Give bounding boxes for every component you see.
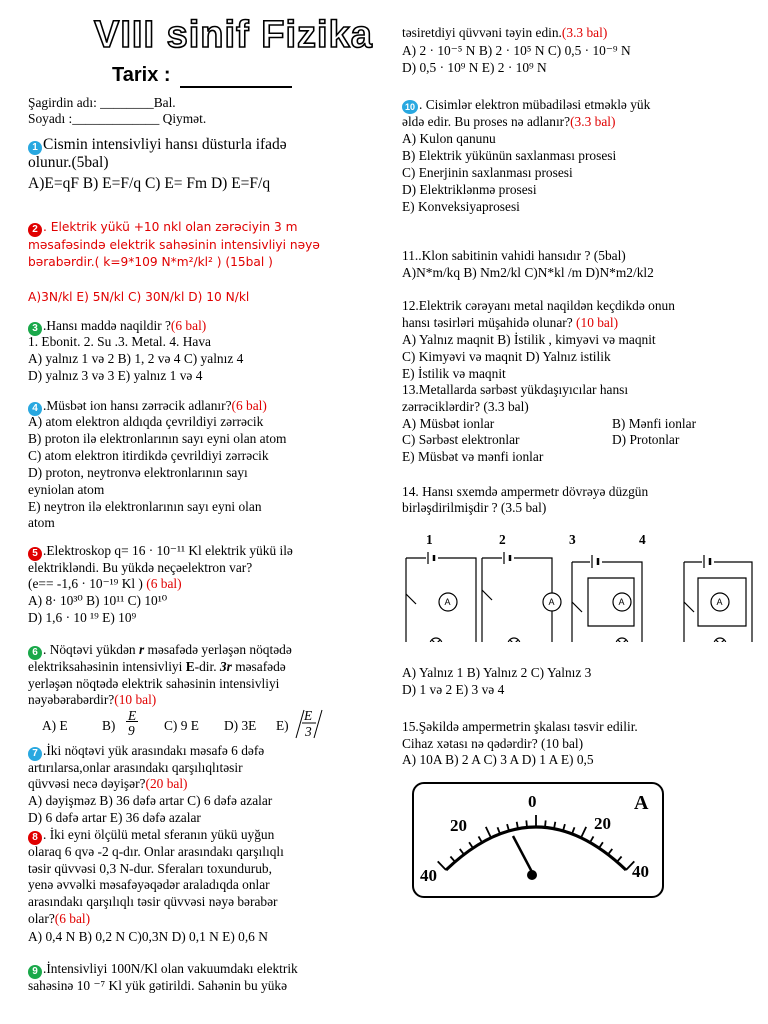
question-text: -dir. <box>194 659 220 674</box>
question-text: olar? <box>28 911 55 926</box>
question-text: hansı təsirləri müşahidə olunar? <box>402 315 573 330</box>
option-c: C) 9 E <box>164 718 199 733</box>
question-2-options: A)3N/kl E) 5N/kl C) 30N/kl D) 10 N/kl <box>28 290 250 304</box>
option-a: A) E <box>42 718 68 733</box>
question-12-options-1: A) Yalnız maqnit B) İstilik , kimyəvi və maqnit <box>402 332 656 347</box>
question-6-text-2 <box>28 659 286 675</box>
question-text: elektriksahəsinin intensivliyi <box>28 659 186 674</box>
ammeter-letter: A <box>444 597 451 607</box>
question-1-text-2: olunur.(5bal) <box>28 154 109 171</box>
question-7 <box>28 743 264 761</box>
question-number-badge: 3 <box>28 322 42 336</box>
question-7-options-1: A) dəyişməz B) 36 dəfə artar C) 6 dəfə azalar <box>28 793 273 808</box>
question-12-text-2 <box>402 315 618 331</box>
question-3-options-2: D) yalnız 3 və 3 E) yalnız 1 və 4 <box>28 368 203 383</box>
question-10-option-c: C) Enerjinin saxlanması prosesi <box>402 165 573 180</box>
question-5-text-2: elektrikləndi. Bu yükdə neçəelektron var? <box>28 560 253 575</box>
question-6-options <box>42 708 342 742</box>
scale-tick <box>617 857 622 862</box>
ammeter-letter: A <box>548 597 555 607</box>
scale-label-zero: 0 <box>528 792 537 811</box>
question-number-badge: 1 <box>28 141 42 155</box>
question-number-badge: 5 <box>28 547 42 561</box>
student-name-field: Şagirdin adı: ________Bal. <box>28 95 176 110</box>
question-11-options: A)N*m/kq B) Nm2/kl C)N*kl /m D)N*m2/kl2 <box>402 265 654 280</box>
question-14: 14. Hansı sxemdə ampermetr dövrəyə düzgün <box>402 484 649 499</box>
question-2-text-3: bərabərdir.( k=9*109 N*m²/kl² ) (15bal ) <box>28 255 273 269</box>
fraction-denominator: 9 <box>128 723 135 738</box>
question-text: məsafədə <box>231 659 286 674</box>
scale-tick <box>450 857 455 862</box>
question-number-badge: 4 <box>28 402 42 416</box>
fraction-denominator: 3 <box>305 724 312 739</box>
question-14-text-2: birləşdirilmişdir ? (3.5 bal) <box>402 500 547 515</box>
question-number-badge: 8 <box>28 831 42 845</box>
scale-label-left-40: 40 <box>420 866 437 885</box>
option-e: E) <box>276 718 289 733</box>
question-15-text-2: Cihaz xətası nə qədərdir? (10 bal) <box>402 736 584 751</box>
question-10-option-d: D) Elektriklənmə prosesi <box>402 182 537 197</box>
scheme-label-1: 1 <box>426 532 433 547</box>
question-text: .Hansı maddə naqildir ? <box>43 318 171 333</box>
question-9-options-2: D) 0,5 · 10⁹ N E) 2 · 10⁹ N <box>402 60 547 75</box>
ammeter-scale <box>412 782 664 898</box>
question-4-option-a: A) atom elektron aldıqda çevrildiyi zərrəcik <box>28 414 264 429</box>
question-8-text-5: arasındakı qarşılıqlı təsir qüvvəsi nəyə bərabər <box>28 894 278 909</box>
question-text: .Müsbət ion hansı zərrəcik adlanır? <box>43 398 232 413</box>
ammeter-letter: A <box>716 597 723 607</box>
question-13-option-e: E) Müsbət və mənfi ionlar <box>402 449 544 464</box>
question-text: təsiretdiyi qüvvəni təyin edin. <box>402 25 562 40</box>
question-number-badge: 10 <box>402 100 418 114</box>
question-14-options-1: A) Yalnız 1 B) Yalnız 2 C) Yalnız 3 <box>402 665 592 680</box>
question-9-text-2: sahəsinə 10 ⁻⁷ Kl yük gətirildi. Sahənin bu yükə <box>28 978 288 993</box>
question-text: . Nöqtəvi yükdən <box>43 642 139 657</box>
date-underline <box>180 86 292 88</box>
question-14-options-2: D) 1 və 2 E) 3 və 4 <box>402 682 505 697</box>
points-label: (6 bal) <box>170 318 207 333</box>
question-number-badge: 9 <box>28 965 42 979</box>
question-13-option-d: D) Protonlar <box>612 432 680 447</box>
question-10-option-e: E) Konveksiyaprosesi <box>402 199 520 214</box>
question-text: əldə edir. Bu proses nə adlanır? <box>402 114 571 129</box>
question-text: . İki eyni ölçülü metal sferanın yükü uyğun <box>43 827 275 842</box>
question-6 <box>28 642 292 660</box>
question-text: qüvvəsi necə dəyişər? <box>28 776 146 791</box>
page-title: VIII sinif Fizika <box>94 14 373 56</box>
question-8-text-6 <box>28 911 90 927</box>
question-1-options: A)E=qF B) E=F/q C) E= Fm D) E=F/q <box>28 175 271 192</box>
scale-tick <box>572 827 574 834</box>
question-8 <box>28 827 274 845</box>
scale-tick <box>460 849 464 855</box>
scale-tick <box>545 820 546 827</box>
question-3-text-2: 1. Ebonit. 2. Su .3. Metal. 4. Hava <box>28 334 211 349</box>
ammeter-dial <box>414 784 662 896</box>
question-5-options-1: A) 8· 10³⁰ B) 10¹¹ C) 10¹⁰ <box>28 593 168 608</box>
scale-label-right-20: 20 <box>594 814 611 833</box>
points-label: (6 bal) <box>142 576 182 591</box>
points-label: (10 bal) <box>572 315 619 330</box>
question-13-option-a: A) Müsbət ionlar <box>402 416 495 431</box>
option-d: D) 3E <box>224 718 257 733</box>
question-13-option-b: B) Mənfi ionlar <box>612 416 697 431</box>
question-10-option-a: A) Kulon qanunu <box>402 131 496 146</box>
scale-tick <box>608 849 612 855</box>
question-10-option-b: B) Elektrik yükünün saxlanması prosesi <box>402 148 617 163</box>
question-7-text-2: artırılarsa,onlar arasındakı qarşılıqlıtəsir <box>28 760 243 775</box>
points-label: (6 bal) <box>54 911 91 926</box>
points-label: (6 bal) <box>231 398 267 413</box>
question-text: . Cisimlər elektron mübadiləsi etməklə yük <box>419 97 651 112</box>
scale-label-right-40: 40 <box>632 862 649 881</box>
question-12-options-2: C) Kimyəvi və maqnit D) Yalnız istilik <box>402 349 611 364</box>
scale-tick <box>479 836 482 842</box>
surname-field: Soyadı :_____________ Qiymət. <box>28 111 207 126</box>
circuit-schemes <box>402 532 762 644</box>
question-5-options-2: D) 1,6 · 10 ¹⁹ E) 10⁹ <box>28 610 137 625</box>
question-10-text-2 <box>402 114 615 130</box>
question-4-option-e-cont: atom <box>28 515 55 530</box>
question-2 <box>28 219 297 237</box>
question-8-text-4: yenə əvvəlki məsafəyəqədər araladıqda onlar <box>28 877 270 892</box>
points-label: (3.3 bal) <box>561 25 608 40</box>
question-6-text-4 <box>28 692 156 708</box>
scale-tick <box>438 861 446 870</box>
question-text: .İntensivliyi 100N/Kl olan vakuumdakı elektrik <box>43 961 298 976</box>
question-7-options-2: D) 6 dəfə artar E) 36 dəfə azalar <box>28 810 201 825</box>
question-7-text-3 <box>28 776 188 792</box>
question-8-options: A) 0,4 N B) 0,2 N C)0,3N D) 0,1 N E) 0,6 N <box>28 929 268 944</box>
question-5-text-3 <box>28 576 182 592</box>
scale-unit-label: A <box>634 792 649 814</box>
scheme-label-2: 2 <box>499 532 506 547</box>
scale-tick <box>599 842 603 848</box>
question-number-badge: 2 <box>28 223 42 237</box>
question-12-options-3: E) İstilik və maqnit <box>402 366 506 381</box>
question-15-options: A) 10A B) 2 A C) 3 A D) 1 A E) 0,5 <box>402 752 594 767</box>
question-number-badge: 7 <box>28 747 42 761</box>
scale-label-left-20: 20 <box>450 816 467 835</box>
scale-tick <box>526 820 527 827</box>
question-9-options-1: A) 2 · 10⁻⁵ N B) 2 · 10⁵ N C) 0,5 · 10⁻⁹ N <box>402 43 631 58</box>
fraction-numerator: E <box>304 708 313 723</box>
question-9-continued <box>402 25 607 41</box>
question-text: .İki nöqtəvi yük arasındakı məsafə 6 dəfə <box>43 743 265 758</box>
scheme-label-3: 3 <box>569 532 576 547</box>
fraction-bar <box>126 721 138 722</box>
question-4-option-e: E) neytron ilə elektronlarının sayı eyni olan <box>28 499 262 514</box>
scale-tick <box>486 827 491 838</box>
question-10 <box>402 97 650 114</box>
question-text: Cismin intensivliyi hansı düsturla ifadə <box>43 136 287 153</box>
question-4-option-d-cont: eyniolan atom <box>28 482 105 497</box>
question-6-text-3: yerləşən nöqtədə elektrik sahəsinin intensivliyi <box>28 676 280 691</box>
ammeter-letter: A <box>618 597 625 607</box>
question-4-option-d: D) proton, neytronvə elektronlarının sayı <box>28 465 248 480</box>
points-label: (20 bal) <box>145 776 188 791</box>
variable-r: r <box>138 642 145 657</box>
question-11: 11..Klon sabitinin vahidi hansıdır ? (5bal) <box>402 248 626 263</box>
scale-tick <box>498 827 500 834</box>
date-label: Tarix : <box>112 64 171 86</box>
fraction-numerator: E <box>128 708 137 723</box>
question-8-text-3: təsir qüvvəsi 0,3 N-dur. Sferaları toxundurub, <box>28 861 272 876</box>
question-number-badge: 6 <box>28 646 42 660</box>
question-12: 12.Elektrik cərəyanı metal naqildən keçdikdə onun <box>402 298 675 313</box>
points-label: (10 bal) <box>114 692 157 707</box>
question-text: . Elektrik yükü +10 nkl olan zərəciyin 3 m <box>43 220 298 234</box>
question-text: (e== -1,6 · 10⁻¹⁹ Kl ) <box>28 576 143 591</box>
question-text: nəyəbərabərdir? <box>28 692 115 707</box>
question-13-text-2: zərrəciklərdir? (3.3 bal) <box>402 399 529 414</box>
scheme-label-4: 4 <box>639 532 646 547</box>
variable-3r: 3r <box>219 659 232 674</box>
question-13: 13.Metallarda sərbəst yükdaşıyıcılar hansı <box>402 382 629 397</box>
option-b: B) <box>102 718 116 733</box>
scale-tick <box>590 836 593 842</box>
circuit-diagrams <box>402 550 762 642</box>
question-1 <box>28 136 287 155</box>
question-3-options-1: A) yalnız 1 və 2 B) 1, 2 və 4 C) yalnız 4 <box>28 351 244 366</box>
question-4-option-c: C) atom elektron itirdikdə çevrildiyi zərrəcik <box>28 448 269 463</box>
question-text: .Elektroskop q= 16 · 10⁻¹¹ Kl elektrik yükü ilə <box>43 543 293 558</box>
question-2-text-2: məsafəsində elektrik sahəsinin intensivliyi nəyə <box>28 238 320 252</box>
scale-tick <box>581 827 586 838</box>
question-5 <box>28 543 293 561</box>
variable-e: E <box>185 659 195 674</box>
question-text: məsafədə yerləşən nöqtədə <box>144 642 292 657</box>
question-4-option-b: B) proton ilə elektronlarının sayı eyni olan atom <box>28 431 287 446</box>
question-8-text-2: olaraq 6 qvə -2 q-dır. Onlar arasındakı qarşılıqlı <box>28 844 284 859</box>
question-13-option-c: C) Sərbəst elektronlar <box>402 432 520 447</box>
points-label: (3.3 bal) <box>570 114 616 129</box>
question-9 <box>28 961 298 979</box>
question-15: 15.Şəkildə ampermetrin şkalası təsvir edilir. <box>402 719 638 734</box>
scale-tick <box>469 842 473 848</box>
